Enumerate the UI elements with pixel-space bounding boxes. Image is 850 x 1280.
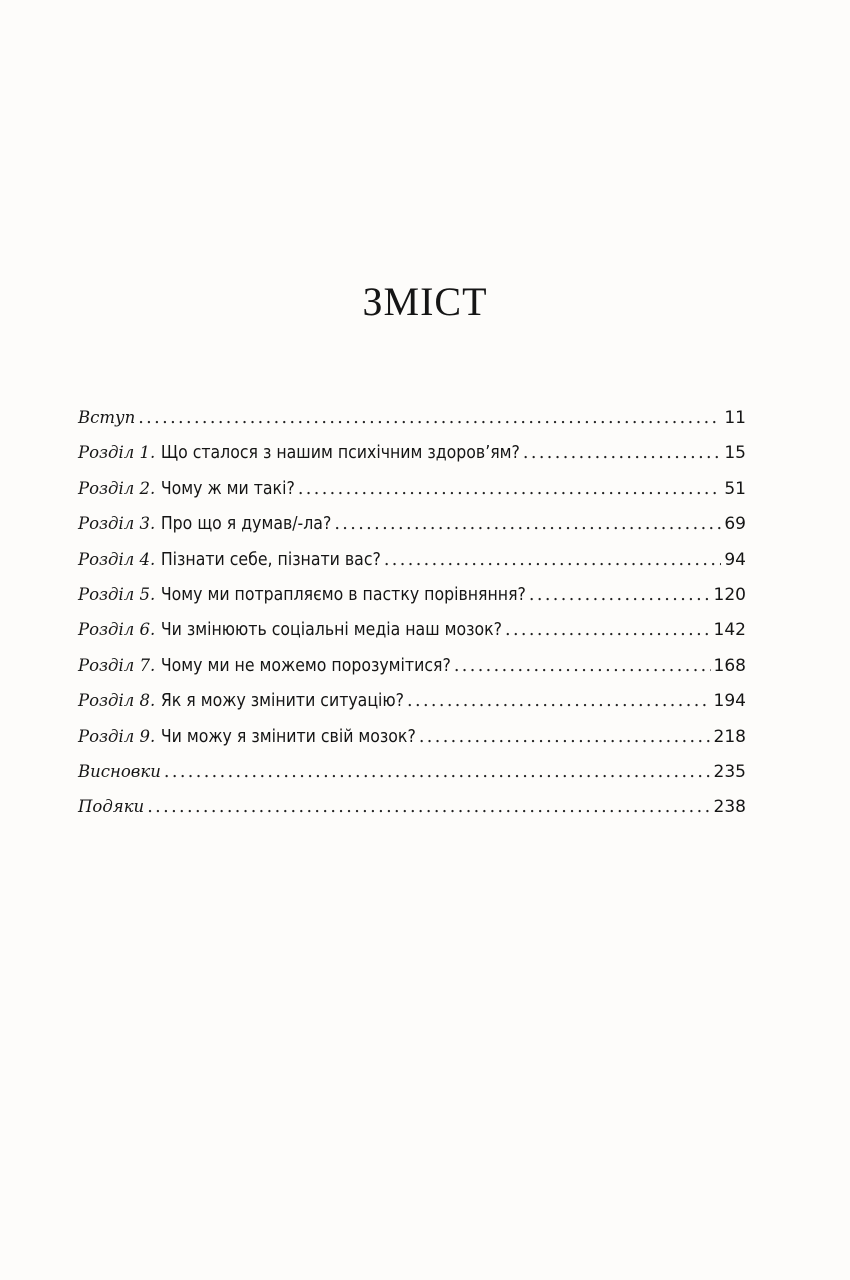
toc-entry-page: 11 bbox=[724, 408, 746, 428]
toc-entry-label: Розділ 1. bbox=[78, 443, 156, 463]
toc-entry-chapter-4[interactable] bbox=[78, 548, 746, 583]
toc-entry-title: Чому ми не можемо порозумітися? bbox=[160, 655, 451, 676]
dot-leader bbox=[407, 689, 711, 713]
toc-entry-page: 94 bbox=[724, 549, 746, 570]
dot-leader bbox=[298, 477, 722, 501]
toc-entry-title: Чому ми потрапляємо в пастку порівняння? bbox=[160, 584, 526, 605]
dot-leader bbox=[384, 548, 722, 572]
toc-entry-label: Розділ 9. bbox=[78, 726, 156, 746]
toc-entry-chapter-8[interactable] bbox=[78, 689, 746, 724]
toc-entry-chapter-5[interactable] bbox=[78, 583, 746, 618]
toc-entry-chapter-2[interactable] bbox=[78, 477, 746, 512]
toc-entry-intro[interactable] bbox=[78, 406, 746, 441]
toc-entry-conclusions[interactable] bbox=[78, 760, 746, 795]
toc-entry-page: 238 bbox=[713, 797, 746, 818]
toc-entry-title: Як я можу змінити ситуацію? bbox=[160, 691, 405, 712]
toc-entry-title: Пізнати себе, пізнати вас? bbox=[160, 549, 381, 570]
toc-entry-label: Розділ 6. bbox=[78, 620, 156, 640]
toc-entry-page: 235 bbox=[713, 761, 746, 782]
dot-leader bbox=[523, 441, 721, 465]
dot-leader bbox=[505, 618, 711, 642]
toc-entry-chapter-3[interactable] bbox=[78, 512, 746, 547]
toc-entry-page: 168 bbox=[713, 655, 746, 676]
dot-leader bbox=[419, 725, 711, 749]
toc-entry-label: Висновки bbox=[78, 761, 161, 781]
toc-entry-page: 51 bbox=[724, 478, 746, 499]
toc-entry-chapter-6[interactable] bbox=[78, 618, 746, 653]
toc-entry-title: Що сталося з нашим психічним здоров’ям? bbox=[160, 443, 520, 464]
toc-entry-chapter-9[interactable] bbox=[78, 725, 746, 760]
toc-entry-chapter-1[interactable] bbox=[78, 441, 746, 476]
toc-entry-page: 218 bbox=[713, 726, 746, 747]
toc-entry-acknowledgments[interactable] bbox=[78, 795, 746, 830]
dot-leader bbox=[138, 406, 721, 430]
toc-entry-label: Розділ 7. bbox=[78, 655, 156, 675]
toc-entry-label: Розділ 5. bbox=[78, 584, 156, 604]
dot-leader bbox=[147, 795, 710, 819]
dot-leader bbox=[334, 512, 721, 536]
toc-entry-label: Розділ 4. bbox=[78, 549, 156, 569]
toc-entry-label: Розділ 2. bbox=[78, 478, 156, 498]
toc-entry-title: Чому ж ми такі? bbox=[160, 478, 295, 499]
toc-entry-chapter-7[interactable] bbox=[78, 654, 746, 689]
toc-entry-title: Чи можу я змінити свій мозок? bbox=[160, 726, 416, 747]
dot-leader bbox=[529, 583, 711, 607]
toc-entry-page: 194 bbox=[713, 691, 746, 712]
dot-leader bbox=[164, 760, 711, 784]
toc-entry-title: Чи змінюють соціальні медіа наш мозок? bbox=[160, 620, 502, 641]
toc-entry-label: Подяки bbox=[78, 797, 145, 817]
page-title: ЗМІСТ bbox=[362, 279, 488, 324]
toc-entry-label: Розділ 3. bbox=[78, 514, 156, 534]
dot-leader bbox=[454, 654, 711, 678]
toc-entry-label: Вступ bbox=[78, 408, 136, 427]
toc-entry-page: 15 bbox=[724, 443, 746, 464]
toc-entry-title: Про що я думав/-ла? bbox=[160, 514, 332, 535]
toc-entry-page: 69 bbox=[724, 514, 746, 535]
table-of-contents bbox=[78, 406, 746, 831]
toc-entry-page: 120 bbox=[713, 584, 746, 605]
toc-entry-page: 142 bbox=[713, 620, 746, 641]
toc-entry-label: Розділ 8. bbox=[78, 691, 156, 711]
